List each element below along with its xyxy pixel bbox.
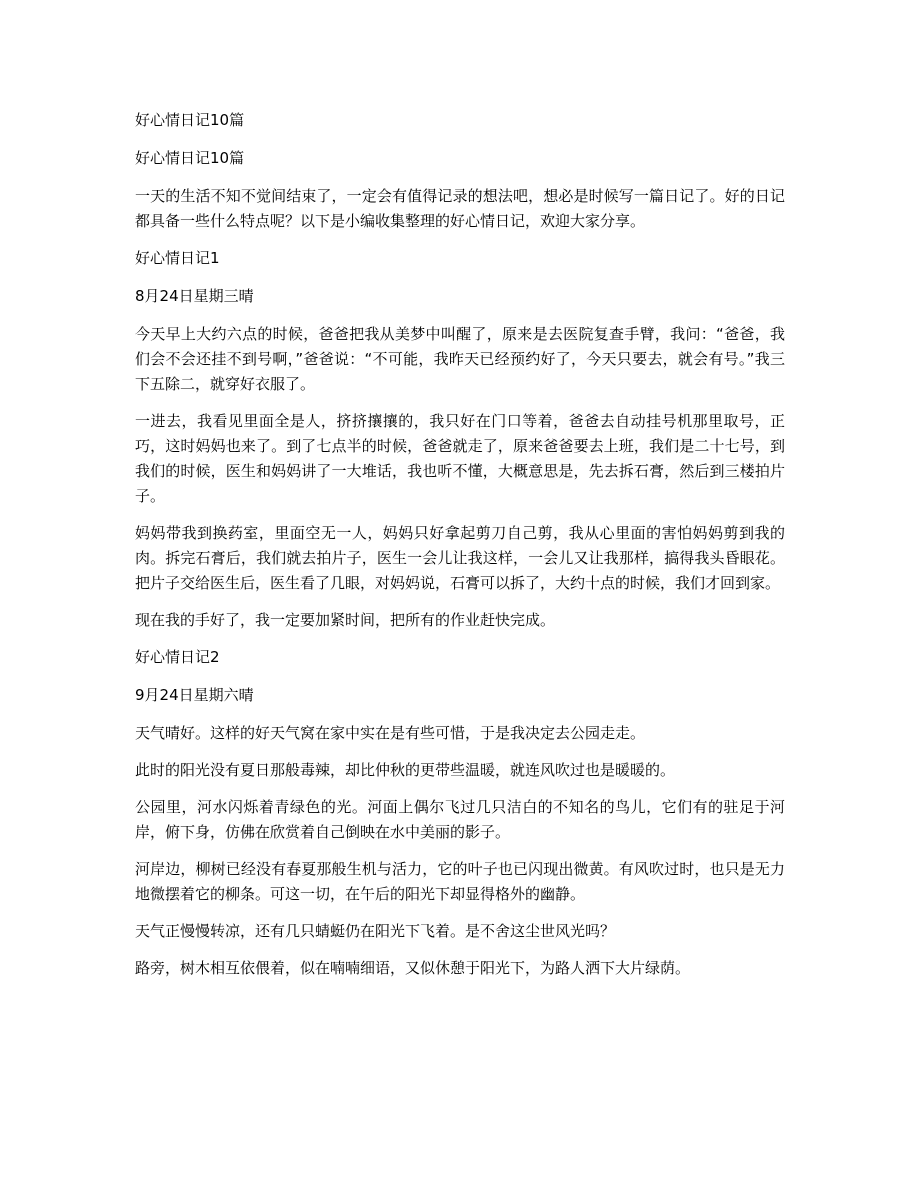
- entry-paragraph: 天气正慢慢转凉，还有几只蜻蜓仍在阳光下飞着。是不舍这尘世风光吗？: [135, 922, 616, 940]
- entry-paragraph: 此时的阳光没有夏日那般毒辣，却比仲秋的更带些温暖，就连风吹过也是暖暖的。: [135, 761, 676, 779]
- entry-paragraph: 河岸边，柳树已经没有春夏那般生机与活力，它的叶子也已闪现出微黄。有风吹过时，也只是无力地微摆着它的柳条。可这一切，在午后的阳光下却显得格外的幽静。: [135, 860, 785, 903]
- entry-heading: 好心情日记2: [135, 648, 220, 666]
- entry-paragraph: 公园里，河水闪烁着青绿色的光。河面上偶尔飞过几只洁白的不知名的鸟儿，它们有的驻足于河岸，俯下身，仿佛在欣赏着自己倒映在水中美丽的影子。: [135, 798, 785, 841]
- entry-paragraph: 妈妈带我到换药室，里面空无一人，妈妈只好拿起剪刀自己剪，我从心里面的害怕妈妈剪到我的肉。拆完石膏后，我们就去拍片子，医生一会儿让我这样，一会儿又让我那样，搞得我头昏眼花。把片子交给医生后，医生看了几眼，对妈妈说，石膏可以拆了，大约十点的时候，我们才回到家。: [135, 524, 785, 592]
- document-subtitle: 好心情日记10篇: [135, 149, 245, 167]
- document-page: [135, 108, 785, 993]
- entry-paragraph: 现在我的手好了，我一定要加紧时间，把所有的作业赶快完成。: [135, 611, 556, 629]
- entry-date: 9月24日星期六晴: [135, 686, 254, 704]
- entry-paragraph: 一进去，我看见里面全是人，挤挤攘攘的，我只好在门口等着，爸爸去自动挂号机那里取号，正巧，这时妈妈也来了。到了七点半的时候，爸爸就走了，原来爸爸要去上班，我们是二十七号，到我们的时候，医生和妈妈讲了一大堆话，我也听不懂，大概意思是，先去拆石膏，然后到三楼拍片子。: [135, 412, 785, 505]
- entry-paragraph: 路旁，树木相互依偎着，似在喃喃细语，又似休憩于阳光下，为路人洒下大片绿荫。: [135, 959, 691, 977]
- intro-paragraph: 一天的生活不知不觉间结束了，一定会有值得记录的想法吧，想必是时候写一篇日记了。好的日记都具备一些什么特点呢？以下是小编收集整理的好心情日记，欢迎大家分享。: [135, 187, 785, 230]
- entry-date: 8月24日星期三晴: [135, 287, 254, 305]
- entry-paragraph: 今天早上大约六点的时候，爸爸把我从美梦中叫醒了，原来是去医院复查手臂，我问：“爸爸，我们会不会还挂不到号啊，”爸爸说：“不可能，我昨天已经预约好了，今天只要去，就会有号。”我三下五除二，就穿好衣服了。: [135, 325, 785, 393]
- document-title: 好心情日记10篇: [135, 111, 245, 129]
- entry-paragraph: 天气晴好。这样的好天气窝在家中实在是有些可惜，于是我决定去公园走走。: [135, 724, 646, 742]
- entry-heading: 好心情日记1: [135, 249, 220, 267]
